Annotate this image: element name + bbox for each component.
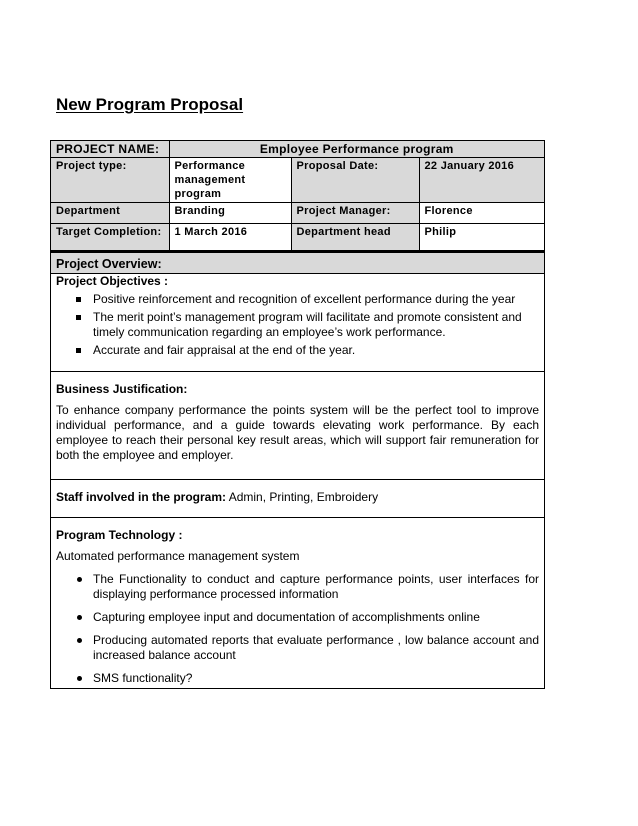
list-item	[56, 671, 539, 686]
department-value: Branding	[169, 203, 291, 224]
project-type-label: Project type:	[51, 158, 169, 203]
project-overview-heading: Project Overview:	[51, 251, 544, 273]
project-objectives-section	[51, 273, 544, 371]
program-technology-intro: Automated performance management system	[56, 549, 300, 563]
department-row	[51, 203, 544, 224]
proposal-form	[50, 140, 545, 689]
target-completion-value: 1 March 2016	[169, 224, 291, 251]
list-item	[56, 292, 539, 307]
technology-item-text: Capturing employee input and documentation of accomplishments online	[93, 610, 480, 624]
project-objectives-title: Project Objectives :	[56, 274, 169, 288]
square-bullet-icon	[76, 297, 81, 302]
list-item	[56, 633, 539, 663]
staff-involved-value: Admin, Printing, Embroidery	[226, 490, 379, 504]
proposal-date-value: 22 January 2016	[419, 158, 544, 203]
project-name-value: Employee Performance program	[169, 141, 544, 158]
program-technology-title: Program Technology :	[56, 528, 183, 542]
staff-involved-label: Staff involved in the program:	[56, 490, 227, 504]
square-bullet-icon	[76, 348, 81, 353]
proposal-date-label: Proposal Date:	[291, 158, 419, 203]
objective-text: Positive reinforcement and recognition of excellent performance during the year	[93, 292, 516, 306]
program-technology-section	[51, 517, 544, 686]
department-head-value: Philip	[419, 224, 544, 251]
staff-involved-section	[51, 479, 544, 517]
business-justification-section	[51, 371, 544, 479]
document-title: New Program Proposal	[56, 95, 244, 114]
business-justification-text: To enhance company performance the points system will be the perfect tool to improve individual performance, and a guide towards elevating work performance. By each employee to reach their personal key result areas, which will support fair remuneration for both the employee and employer.	[56, 403, 539, 462]
target-completion-label: Target Completion:	[51, 224, 169, 251]
technology-item-text: SMS functionality?	[93, 671, 193, 685]
project-manager-label: Project Manager:	[291, 203, 419, 224]
objective-text: Accurate and fair appraisal at the end of the year.	[93, 343, 356, 357]
technology-item-text: Producing automated reports that evaluate performance , low balance account and increased balance account	[93, 633, 539, 662]
list-item	[56, 610, 539, 625]
target-completion-row	[51, 224, 544, 251]
bullet-icon	[77, 615, 82, 620]
objectives-list	[56, 292, 539, 358]
technology-item-text: The Functionality to conduct and capture performance points, user interfaces for displaying performance processed information	[93, 572, 539, 601]
project-info-table	[51, 141, 544, 251]
project-type-row	[51, 158, 544, 203]
project-name-label: PROJECT NAME:	[51, 141, 169, 158]
project-manager-value: Florence	[419, 203, 544, 224]
project-name-row	[51, 141, 544, 158]
bullet-icon	[77, 638, 82, 643]
list-item	[56, 343, 539, 358]
business-justification-title: Business Justification:	[56, 382, 188, 396]
objective-text: The merit point’s management program will facilitate and promote consistent and timely communication regarding an employee’s work performance.	[93, 310, 522, 339]
bullet-icon	[77, 676, 82, 681]
technology-list	[56, 572, 539, 686]
bullet-icon	[77, 577, 82, 582]
department-label: Department	[51, 203, 169, 224]
project-type-value: Performance management program	[169, 158, 291, 203]
department-head-label: Department head	[291, 224, 419, 251]
list-item	[56, 572, 539, 602]
list-item	[56, 310, 539, 340]
square-bullet-icon	[76, 315, 81, 320]
